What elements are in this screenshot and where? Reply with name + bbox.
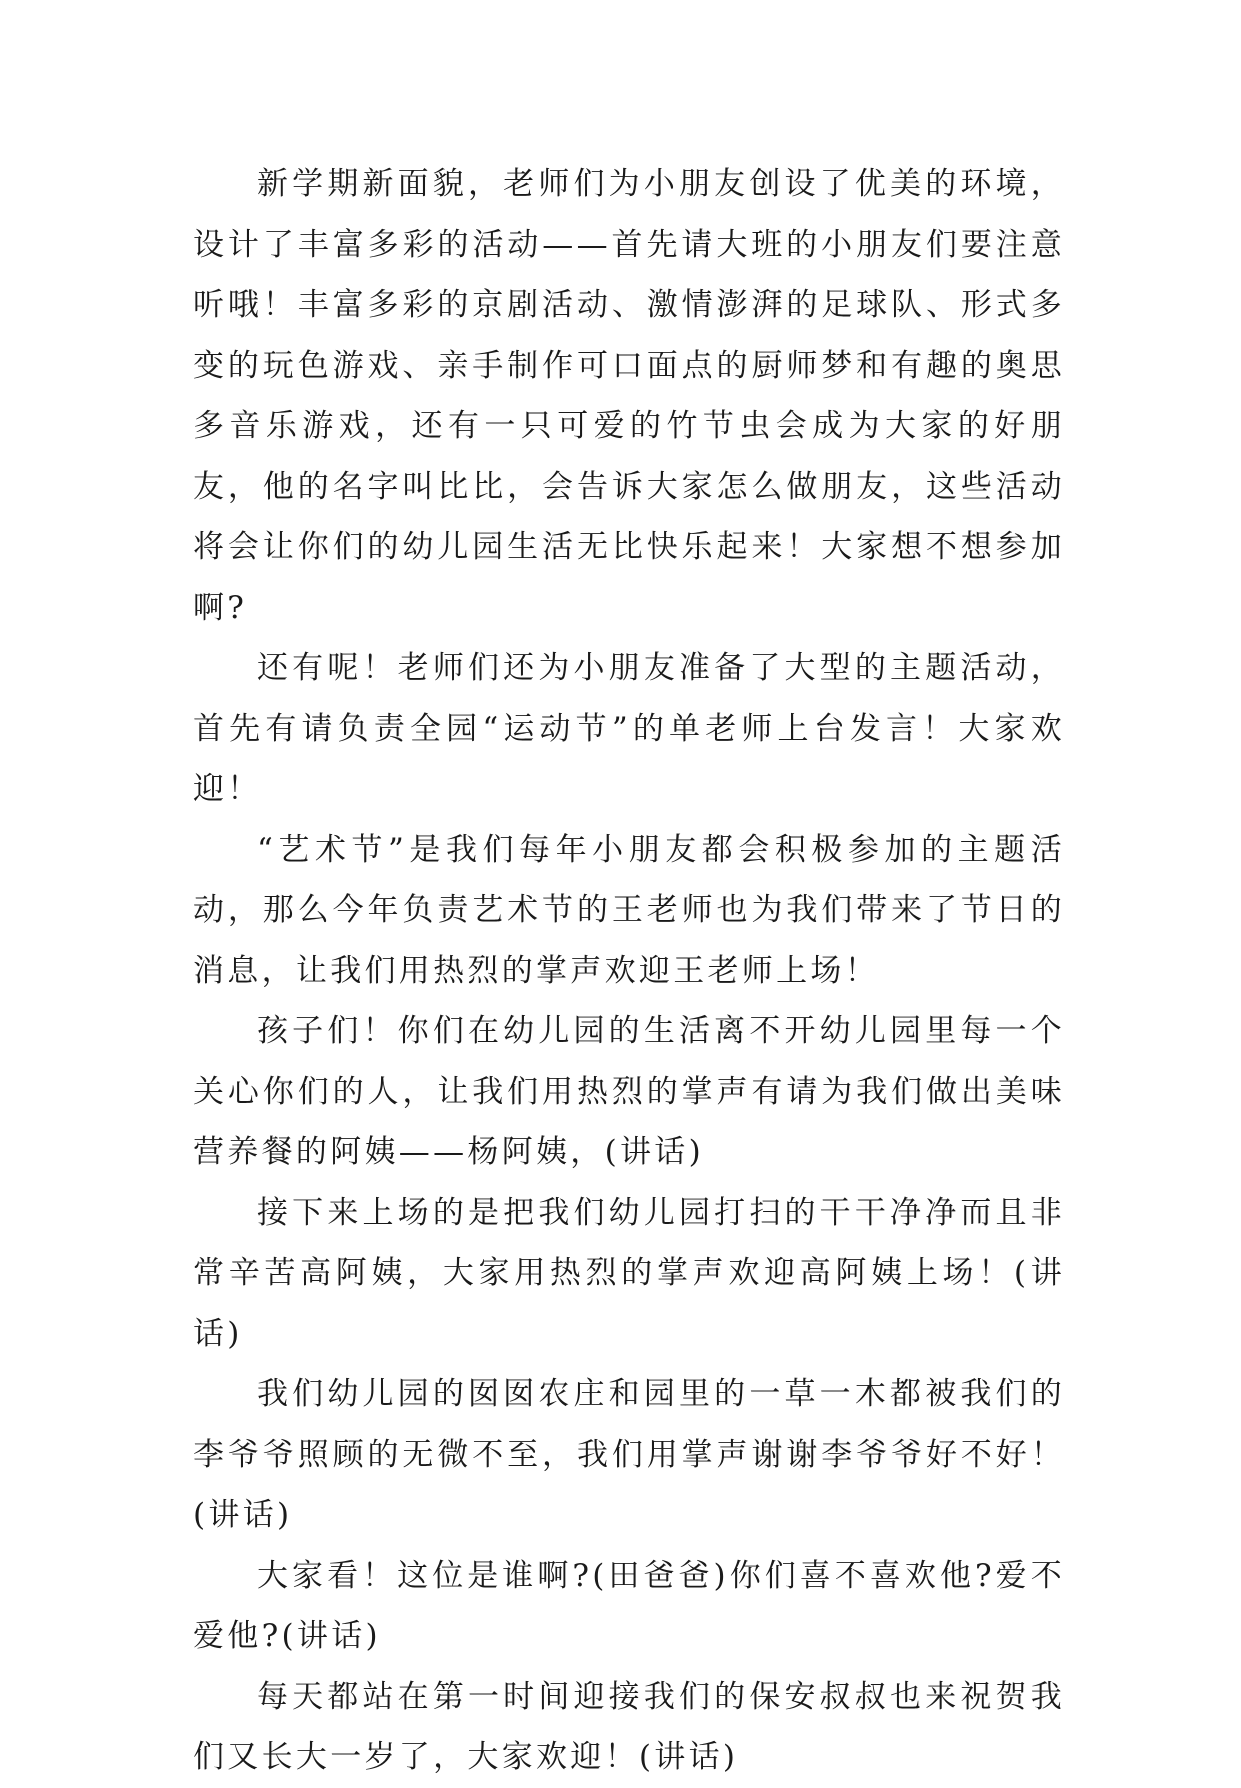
paragraph-8: 每天都站在第一时间迎接我们的保安叔叔也来祝贺我们又长大一岁了，大家欢迎！(讲话) (193, 1678, 1065, 1775)
paragraph-4: 孩子们！你们在幼儿园的生活离不开幼儿园里每一个关心你们的人，让我们用热烈的掌声有请为我们做出美味营养餐的阿姨——杨阿姨，(讲话) (193, 1013, 1065, 1170)
paragraph-3: “艺术节”是我们每年小朋友都会积极参加的主题活动，那么今年负责艺术节的王老师也为我们带来了节日的消息，让我们用热烈的掌声欢迎王老师上场！ (193, 831, 1065, 989)
document-body (193, 154, 1065, 1788)
paragraph-6: 我们幼儿园的囡囡农庄和园里的一草一木都被我们的李爷爷照顾的无微不至，我们用掌声谢谢李爷爷好不好！(讲话) (193, 1376, 1065, 1533)
paragraph-2: 还有呢！老师们还为小朋友准备了大型的主题活动，首先有请负责全园“运动节”的单老师上台发言！大家欢迎！ (193, 650, 1065, 807)
paragraph-1: 新学期新面貌，老师们为小朋友创设了优美的环境，设计了丰富多彩的活动——首先请大班的小朋友们要注意听哦！丰富多彩的京剧活动、激情澎湃的足球队、形式多变的玩色游戏、亲手制作可口面点的厨师梦和有趣的奥思多音乐游戏，还有一只可爱的竹节虫会成为大家的好朋友，他的名字叫比比，会告诉大家怎么做朋友，这些活动将会让你们的幼儿园生活无比快乐起来！大家想不想参加啊? (193, 166, 1065, 626)
paragraph-7: 大家看！这位是谁啊?(田爸爸)你们喜不喜欢他?爱不爱他?(讲话) (193, 1557, 1065, 1654)
paragraph-5: 接下来上场的是把我们幼儿园打扫的干干净净而且非常辛苦高阿姨，大家用热烈的掌声欢迎高阿姨上场！(讲话) (193, 1194, 1065, 1352)
